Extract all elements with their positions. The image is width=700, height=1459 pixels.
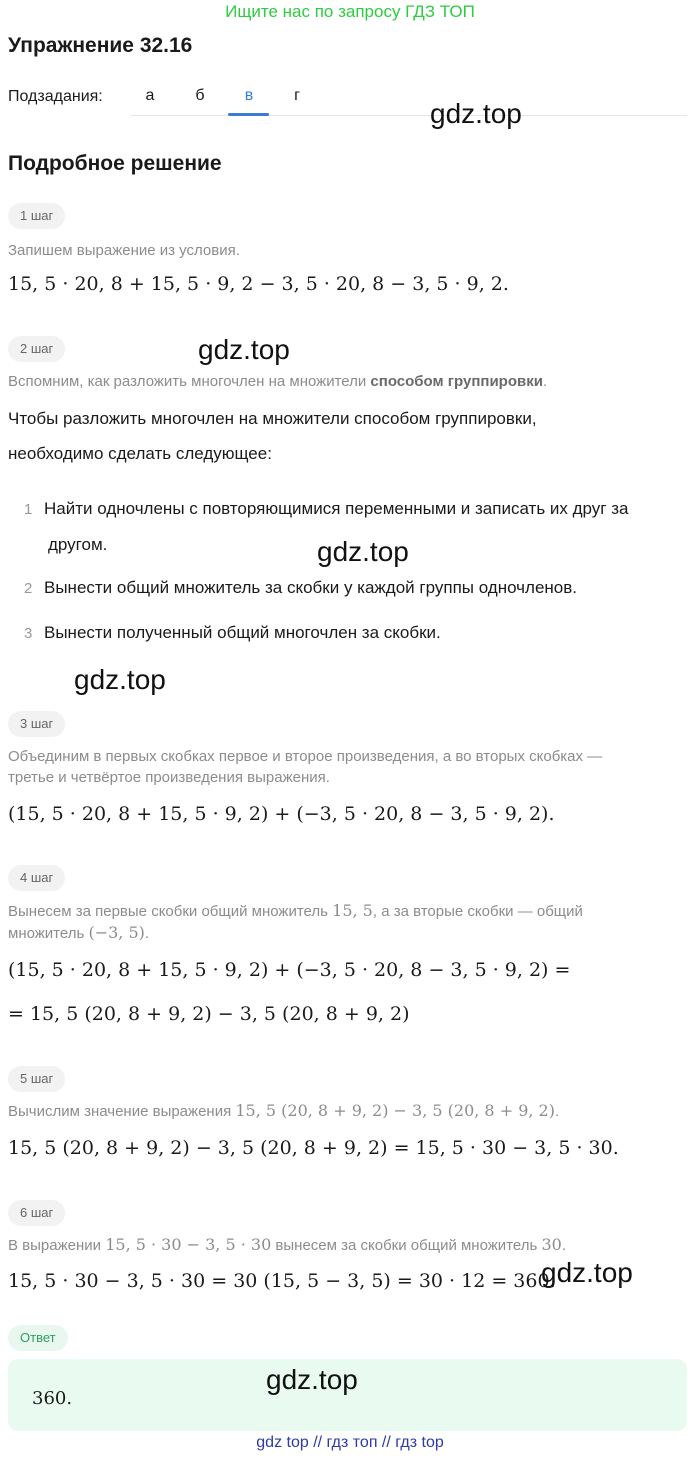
list-item-text: Найти одночлены с повторяющимися переменными и записать их друг за xyxy=(44,499,629,518)
step-3-math: (15, 5 · 20, 8 + 15, 5 · 9, 2) + (−3, 5 · 20, 8 − 3, 5 · 9, 2). xyxy=(8,803,555,825)
step-6-hint-middle: вынесем за скобки общий множитель xyxy=(271,1237,542,1254)
step-3-hint-line-2: третье и четвёртое произведения выражения. xyxy=(8,769,330,786)
step-4-hint-math: 15, 5 xyxy=(332,901,373,920)
step-6-hint xyxy=(8,1234,566,1257)
watermark: gdz.top xyxy=(266,1364,358,1395)
step-6-hint-prefix: В выражении xyxy=(8,1237,106,1254)
step-2-hint xyxy=(8,371,547,393)
step-4-hint-math-2: (−3, 5) xyxy=(88,923,145,942)
page-title: Упражнение 32.16 xyxy=(8,34,193,57)
watermark: gdz.top xyxy=(317,536,409,567)
promo-banner[interactable]: Ищите нас по запросу ГДЗ ТОП xyxy=(225,2,475,21)
section-title: Подробное решение xyxy=(8,152,222,175)
step-4-badge: 4 шаг xyxy=(8,865,65,891)
step-1-hint: Запишем выражение из условия. xyxy=(8,242,240,259)
step-5-badge: 5 шаг xyxy=(8,1066,65,1092)
step-4-hint-prefix: Вынесем за первые скобки общий множитель xyxy=(8,903,333,920)
footer-links[interactable]: gdz top // гдз топ // гдз top xyxy=(256,1434,444,1451)
answer-badge: Ответ xyxy=(8,1325,68,1351)
watermark: gdz.top xyxy=(198,334,290,365)
watermark: gdz.top xyxy=(541,1257,633,1288)
step-5-hint-suffix: . xyxy=(554,1103,560,1120)
step-6-badge: 6 шаг xyxy=(8,1200,65,1226)
answer-value: 360. xyxy=(32,1388,73,1409)
step-4-math-line-2: = 15, 5 (20, 8 + 9, 2) − 3, 5 (20, 8 + 9, 2) xyxy=(8,1003,410,1025)
step-4-hint-line-2 xyxy=(8,922,149,945)
step-1-math: 15, 5 · 20, 8 + 15, 5 · 9, 2 − 3, 5 · 20, 8 − 3, 5 · 9, 2. xyxy=(8,273,509,295)
step-2-text-line-1: Чтобы разложить многочлен на множители способом группировки, xyxy=(8,409,537,428)
list-item-text: Вынести общий множитель за скобки у каждой группы одночленов. xyxy=(44,578,578,597)
step-2-text-line-2: необходимо сделать следующее: xyxy=(8,444,272,463)
step-1-badge: 1 шаг xyxy=(8,203,65,229)
watermark: gdz.top xyxy=(74,664,166,695)
step-6-hint-suffix: . xyxy=(561,1237,566,1254)
list-item-number: 2 xyxy=(24,580,33,597)
step-2-hint-suffix: . xyxy=(542,373,548,390)
subtask-tab-a[interactable]: а xyxy=(145,87,155,104)
list-item-text: Вынести полученный общий многочлен за скобки. xyxy=(44,623,441,642)
step-3-badge: 3 шаг xyxy=(8,711,65,737)
step-5-math: 15, 5 (20, 8 + 9, 2) − 3, 5 (20, 8 + 9, 2) = 15, 5 · 30 − 3, 5 · 30. xyxy=(8,1137,619,1159)
watermark: gdz.top xyxy=(430,98,522,129)
step-2-hint-bold: способом группировки xyxy=(370,373,543,390)
step-6-hint-math: 15, 5 · 30 − 3, 5 · 30 xyxy=(105,1235,272,1254)
step-6-hint-math-2: 30 xyxy=(541,1235,562,1254)
list-item-number: 3 xyxy=(24,625,33,642)
list-item-text-continued: другом. xyxy=(48,535,108,554)
step-4-hint-prefix-2: множитель xyxy=(8,925,89,942)
subtask-tab-g[interactable]: г xyxy=(294,87,300,104)
step-4-hint-line-1 xyxy=(8,900,583,923)
step-2-badge: 2 шаг xyxy=(8,336,65,362)
step-6-math: 15, 5 · 30 − 3, 5 · 30 = 30 (15, 5 − 3, 5) = 30 · 12 = 360. xyxy=(8,1270,556,1292)
step-2-hint-prefix: Вспомним, как разложить многочлен на множители xyxy=(8,373,371,390)
step-4-hint-suffix: , а за вторые скобки — общий xyxy=(372,903,583,920)
subtask-tab-v-active[interactable]: в xyxy=(244,87,254,104)
subtask-tab-b[interactable]: б xyxy=(195,87,205,104)
step-5-hint-prefix: Вычислим значение выражения xyxy=(8,1103,236,1120)
step-5-hint xyxy=(8,1100,559,1123)
subtasks-label: Подзадания: xyxy=(8,88,103,105)
step-4-hint-suffix-2: . xyxy=(144,925,150,942)
list-item-number: 1 xyxy=(24,501,33,518)
tabs-divider xyxy=(130,115,687,116)
step-3-hint-line-1: Объединим в первых скобках первое и второе произведения, а во вторых скобках — xyxy=(8,748,603,765)
active-tab-indicator xyxy=(228,113,269,116)
step-4-math-line-1: (15, 5 · 20, 8 + 15, 5 · 9, 2) + (−3, 5 · 20, 8 − 3, 5 · 9, 2) = xyxy=(8,959,571,981)
step-5-hint-math: 15, 5 (20, 8 + 9, 2) − 3, 5 (20, 8 + 9, 2) xyxy=(235,1101,555,1120)
